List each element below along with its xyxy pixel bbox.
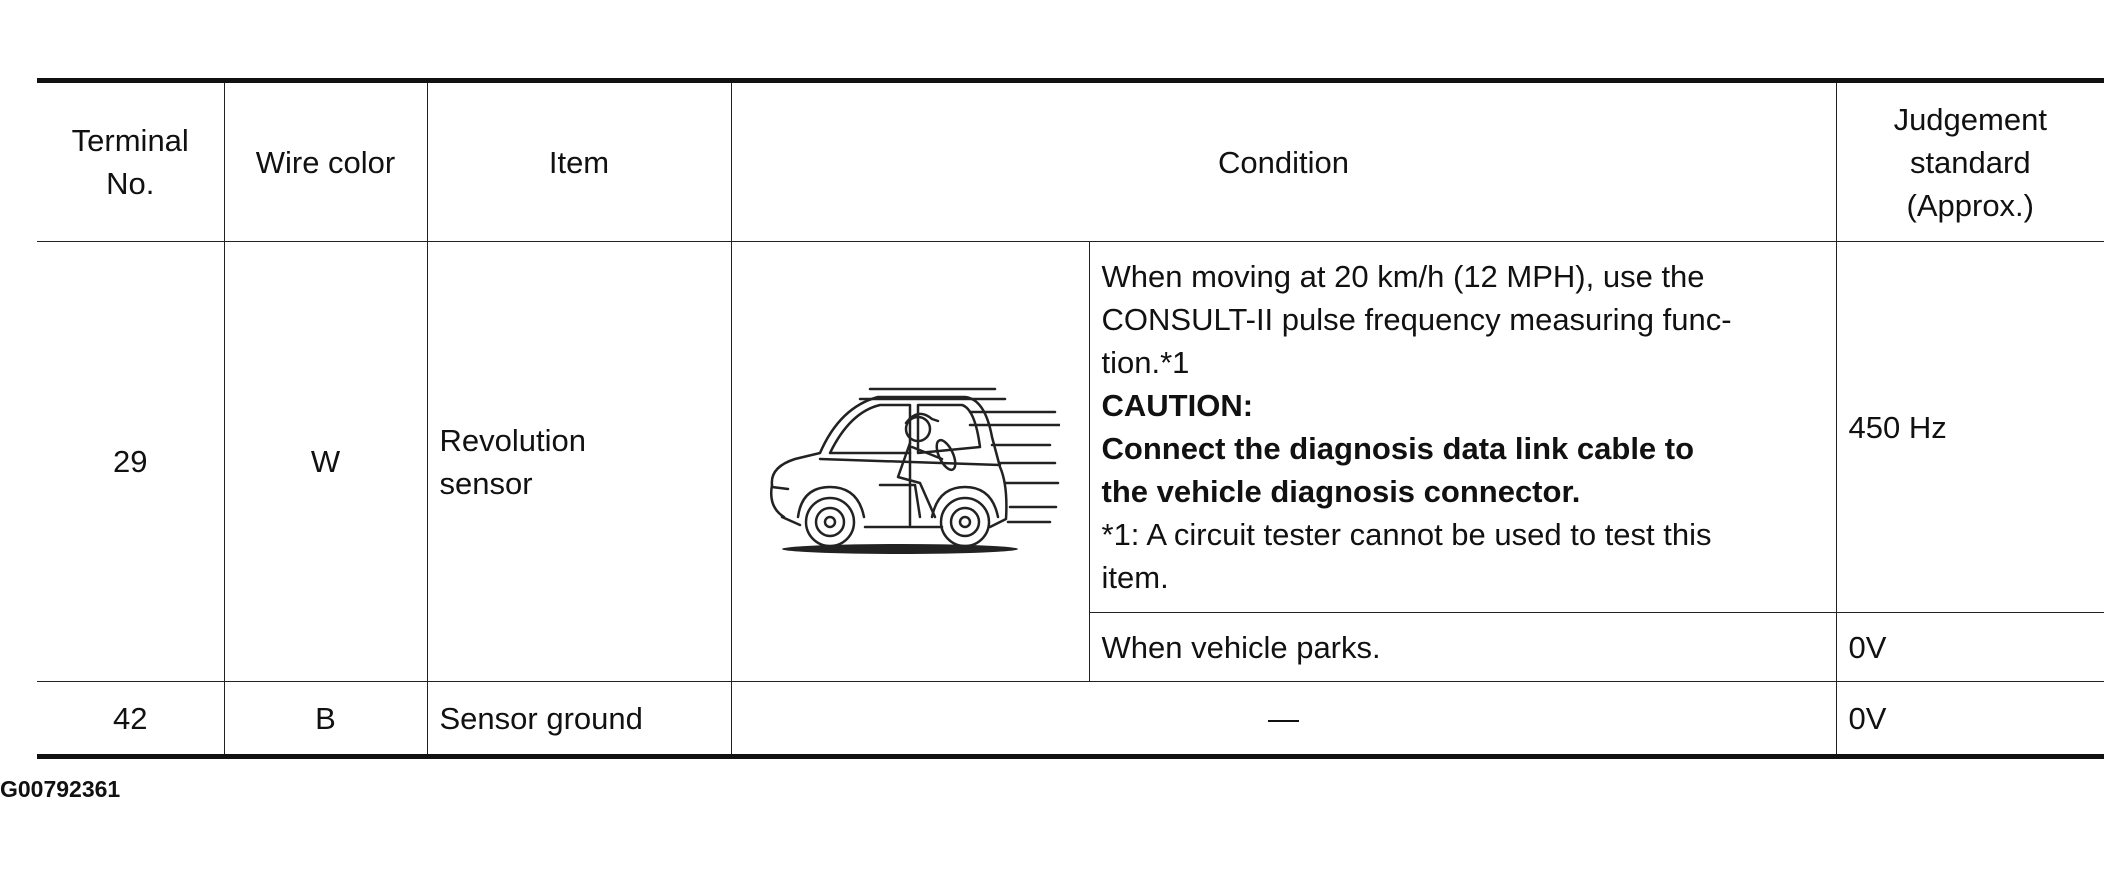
header-terminal-no: Terminal No. — [37, 81, 224, 242]
header-row — [37, 81, 2104, 242]
judgement-cell: 450 Hz — [1836, 242, 2104, 613]
table-row — [37, 242, 2104, 613]
condition-cell: — — [731, 682, 1836, 757]
moving-car-driver-icon — [760, 367, 1060, 557]
header-wire-color: Wire color — [224, 81, 427, 242]
header-condition: Condition — [731, 81, 1836, 242]
wire-color-cell: B — [224, 682, 427, 757]
judgement-cell: 0V — [1836, 682, 2104, 757]
terminal-spec-table — [37, 78, 2104, 759]
condition-illustration-cell — [731, 242, 1089, 682]
item-cell: Revolution sensor — [427, 242, 731, 682]
judgement-cell: 0V — [1836, 613, 2104, 682]
condition-moving-cell: When moving at 20 km/h (12 MPH), use the CONSULT-II pulse frequency measuring func- tion.*1 CAUTION: Connect the diagnosis data link cable to the vehicle diagnosis connector. *1: A circuit tester cannot be used to test this item. — [1089, 242, 1836, 613]
table-row — [37, 682, 2104, 757]
figure-code: G00792361 — [0, 776, 121, 802]
header-item: Item — [427, 81, 731, 242]
header-judgement-standard: Judgement standard (Approx.) — [1836, 81, 2104, 242]
condition-parked-cell: When vehicle parks. — [1089, 613, 1836, 682]
terminal-no-cell: 42 — [37, 682, 224, 757]
caution-label: CAUTION: — [1101, 388, 1254, 423]
terminal-no-cell: 29 — [37, 242, 224, 682]
wire-color-cell: W — [224, 242, 427, 682]
item-cell: Sensor ground — [427, 682, 731, 757]
